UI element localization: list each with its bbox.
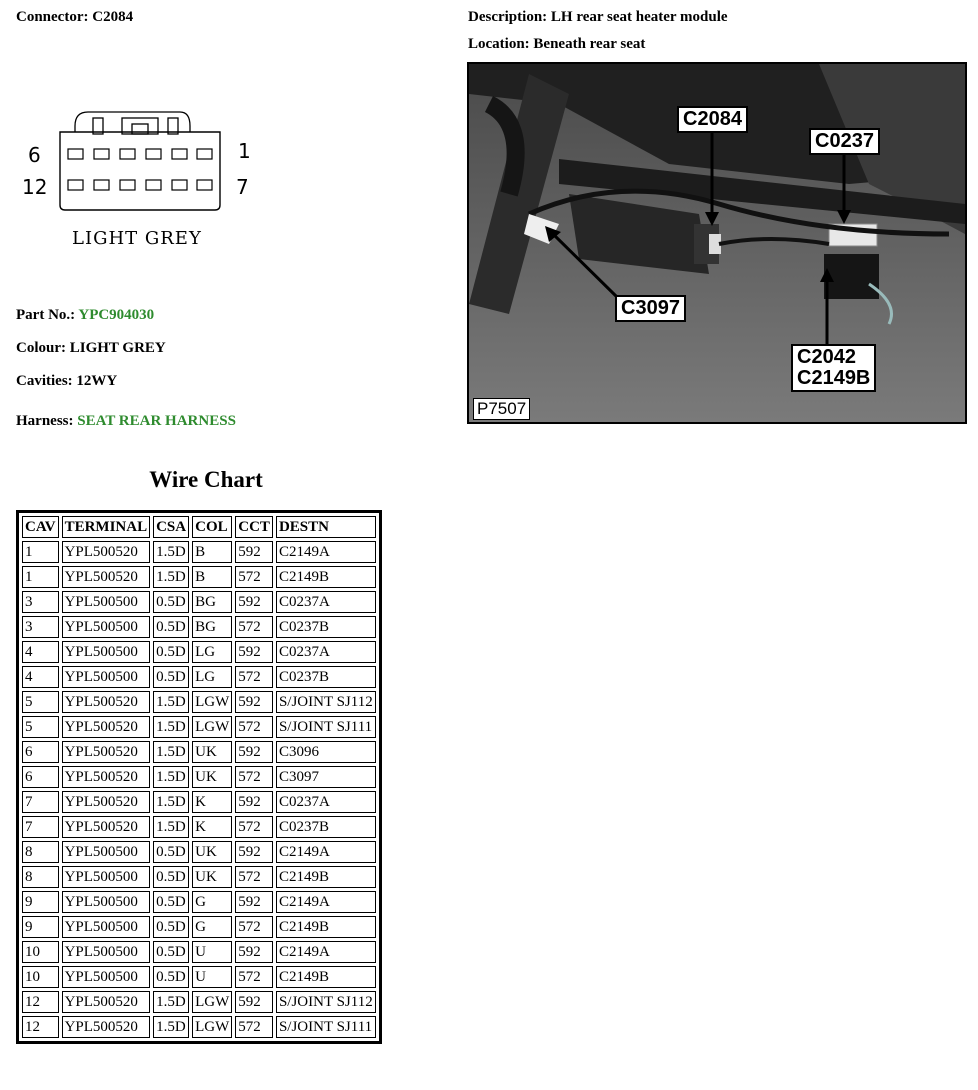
cell-destn[interactable]: C0237A [276,791,376,813]
cell-terminal[interactable]: YPL500520 [62,691,151,713]
cell-terminal[interactable]: YPL500500 [62,941,151,963]
cell-col: LGW [192,691,232,713]
cell-terminal[interactable]: YPL500520 [62,791,151,813]
cell-terminal[interactable]: YPL500500 [62,866,151,888]
wire-chart-body [22,541,376,1038]
location-label: Location: [468,36,530,52]
cell-col: LGW [192,1016,232,1038]
header-csa: CSA [153,516,189,538]
harness-link[interactable]: SEAT REAR HARNESS [77,413,236,429]
cell-csa: 1.5D [153,541,189,563]
cell-col: LGW [192,991,232,1013]
connector-value: C2084 [92,9,134,25]
cell-col: B [192,541,232,563]
cell-destn[interactable]: C2149A [276,541,376,563]
cell-terminal[interactable]: YPL500500 [62,641,151,663]
cell-col: UK [192,866,232,888]
cell-csa: 0.5D [153,616,189,638]
table-row [22,566,376,588]
cell-terminal[interactable]: YPL500520 [62,716,151,738]
cavities-label: Cavities: [16,373,73,389]
cell-cav: 12 [22,991,59,1013]
cell-cct: 592 [235,841,273,863]
callout-c2042: C2042 [797,346,856,368]
cell-destn[interactable]: C2149A [276,841,376,863]
cell-cct: 572 [235,616,273,638]
table-row [22,766,376,788]
cell-terminal[interactable]: YPL500500 [62,891,151,913]
table-row [22,966,376,988]
cell-cav: 4 [22,666,59,688]
cell-csa: 1.5D [153,566,189,588]
cell-cav: 10 [22,941,59,963]
header-col: COL [192,516,232,538]
part-number-line [16,307,154,324]
diagram-caption: LIGHT GREY [72,228,202,249]
cell-cct: 592 [235,741,273,763]
cell-csa: 1.5D [153,1016,189,1038]
cell-cav: 5 [22,716,59,738]
cell-col: UK [192,766,232,788]
table-row [22,891,376,913]
cell-destn[interactable]: C2149B [276,866,376,888]
cell-cav: 9 [22,891,59,913]
table-row [22,716,376,738]
cell-csa: 1.5D [153,766,189,788]
cell-destn[interactable]: C0237A [276,641,376,663]
table-row [22,991,376,1013]
cell-csa: 1.5D [153,716,189,738]
table-row [22,541,376,563]
cell-cct: 592 [235,891,273,913]
table-row [22,916,376,938]
cell-csa: 1.5D [153,791,189,813]
cavities-line [16,373,117,390]
cell-terminal[interactable]: YPL500500 [62,616,151,638]
cell-col: U [192,966,232,988]
cell-cav: 12 [22,1016,59,1038]
cell-cav: 7 [22,816,59,838]
cell-csa: 1.5D [153,741,189,763]
cell-cav: 5 [22,691,59,713]
description-label: Description: [468,9,548,25]
cell-col: LG [192,641,232,663]
header-destn: DESTN [276,516,376,538]
cell-terminal[interactable]: YPL500520 [62,766,151,788]
pin-6-label: 6 [28,143,41,167]
cell-terminal[interactable]: YPL500500 [62,966,151,988]
description-value: LH rear seat heater module [550,9,728,25]
cell-csa: 0.5D [153,891,189,913]
cell-terminal[interactable]: YPL500500 [62,841,151,863]
harness-label: Harness: [16,413,74,429]
table-row [22,791,376,813]
cell-terminal[interactable]: YPL500520 [62,566,151,588]
cell-cct: 572 [235,566,273,588]
cell-destn[interactable]: S/JOINT SJ111 [276,1016,376,1038]
cell-cav: 8 [22,841,59,863]
description-line [468,9,728,26]
cell-destn[interactable]: C0237B [276,616,376,638]
table-row [22,816,376,838]
cell-col: G [192,916,232,938]
cell-cav: 3 [22,591,59,613]
cell-col: UK [192,841,232,863]
cell-csa: 0.5D [153,591,189,613]
cell-destn[interactable]: C0237B [276,666,376,688]
cell-cav: 8 [22,866,59,888]
table-row [22,641,376,663]
cell-csa: 0.5D [153,966,189,988]
cell-destn[interactable]: C2149B [276,916,376,938]
cell-cct: 572 [235,966,273,988]
cell-destn[interactable]: C2149B [276,966,376,988]
cell-cct: 572 [235,716,273,738]
cell-destn[interactable]: C3096 [276,741,376,763]
table-row [22,866,376,888]
cell-destn[interactable]: C2149B [276,566,376,588]
cell-col: U [192,941,232,963]
cell-cct: 592 [235,691,273,713]
cell-col: K [192,816,232,838]
table-row [22,941,376,963]
cell-terminal[interactable]: YPL500520 [62,741,151,763]
cell-cav: 6 [22,741,59,763]
cell-csa: 0.5D [153,666,189,688]
callout-c2042-c2149b [791,344,876,392]
table-header-row [22,516,376,538]
cell-cct: 572 [235,1016,273,1038]
cell-cav: 3 [22,616,59,638]
connector-line [16,9,133,26]
cell-destn[interactable]: S/JOINT SJ111 [276,716,376,738]
cell-destn[interactable]: C0237B [276,816,376,838]
cell-col: LGW [192,716,232,738]
cell-destn[interactable]: C2149A [276,891,376,913]
cell-csa: 0.5D [153,866,189,888]
cell-cct: 572 [235,666,273,688]
cell-destn[interactable]: C0237A [276,591,376,613]
table-row [22,666,376,688]
cell-csa: 0.5D [153,941,189,963]
pin-12-label: 12 [22,175,48,199]
cell-cav: 4 [22,641,59,663]
cell-cct: 572 [235,916,273,938]
cell-csa: 1.5D [153,816,189,838]
cell-terminal[interactable]: YPL500500 [62,591,151,613]
colour-label: Colour: [16,340,66,356]
wire-chart-title: Wire Chart [149,467,263,492]
cell-cav: 10 [22,966,59,988]
colour-value: LIGHT GREY [69,340,166,356]
cell-cav: 7 [22,791,59,813]
cell-cct: 592 [235,641,273,663]
cell-cav: 9 [22,916,59,938]
callout-c3097: C3097 [615,295,686,322]
cavities-value: 12WY [76,373,118,389]
cell-terminal[interactable]: YPL500520 [62,1016,151,1038]
table-row [22,1016,376,1038]
pin-7-label: 7 [236,175,249,199]
header-cav: CAV [22,516,59,538]
header-cct: CCT [235,516,273,538]
part-number-label: Part No.: [16,307,76,323]
connector-label: Connector: [16,9,89,25]
table-row [22,741,376,763]
connector-face-diagram [10,100,251,260]
cell-col: BG [192,591,232,613]
pin-1-label: 1 [238,139,251,163]
cell-col: B [192,566,232,588]
header-terminal: TERMINAL [62,516,151,538]
cell-terminal[interactable]: YPL500520 [62,991,151,1013]
cell-col: G [192,891,232,913]
cell-csa: 0.5D [153,641,189,663]
cell-col: K [192,791,232,813]
cell-terminal[interactable]: YPL500500 [62,666,151,688]
cell-cav: 6 [22,766,59,788]
table-row [22,616,376,638]
cell-csa: 1.5D [153,991,189,1013]
cell-col: UK [192,741,232,763]
wire-chart-table [16,510,382,1044]
cell-cct: 592 [235,541,273,563]
cell-cav: 1 [22,541,59,563]
callout-c0237: C0237 [809,128,880,155]
cell-csa: 0.5D [153,916,189,938]
cell-cct: 572 [235,766,273,788]
table-row [22,841,376,863]
cell-cct: 572 [235,816,273,838]
cell-cct: 592 [235,991,273,1013]
table-row [22,691,376,713]
cell-csa: 1.5D [153,691,189,713]
cell-terminal[interactable]: YPL500520 [62,816,151,838]
cell-csa: 0.5D [153,841,189,863]
cell-terminal[interactable]: YPL500500 [62,916,151,938]
cell-destn[interactable]: S/JOINT SJ112 [276,691,376,713]
harness-line [16,413,236,430]
cell-cct: 592 [235,941,273,963]
cell-terminal[interactable]: YPL500520 [62,541,151,563]
colour-line [16,340,166,357]
location-line [468,36,645,53]
cell-cct: 572 [235,866,273,888]
location-photo [467,62,967,424]
cell-destn[interactable]: C2149A [276,941,376,963]
location-value: Beneath rear seat [533,36,646,52]
table-row [22,591,376,613]
photo-id: P7507 [473,398,530,420]
part-number-link[interactable]: YPC904030 [78,307,155,323]
cell-destn[interactable]: C3097 [276,766,376,788]
callout-c2084: C2084 [677,106,748,133]
cell-cct: 592 [235,791,273,813]
cell-col: BG [192,616,232,638]
cell-col: LG [192,666,232,688]
cell-cct: 592 [235,591,273,613]
cell-cav: 1 [22,566,59,588]
cell-destn[interactable]: S/JOINT SJ112 [276,991,376,1013]
callout-c2149b: C2149B [797,367,871,389]
